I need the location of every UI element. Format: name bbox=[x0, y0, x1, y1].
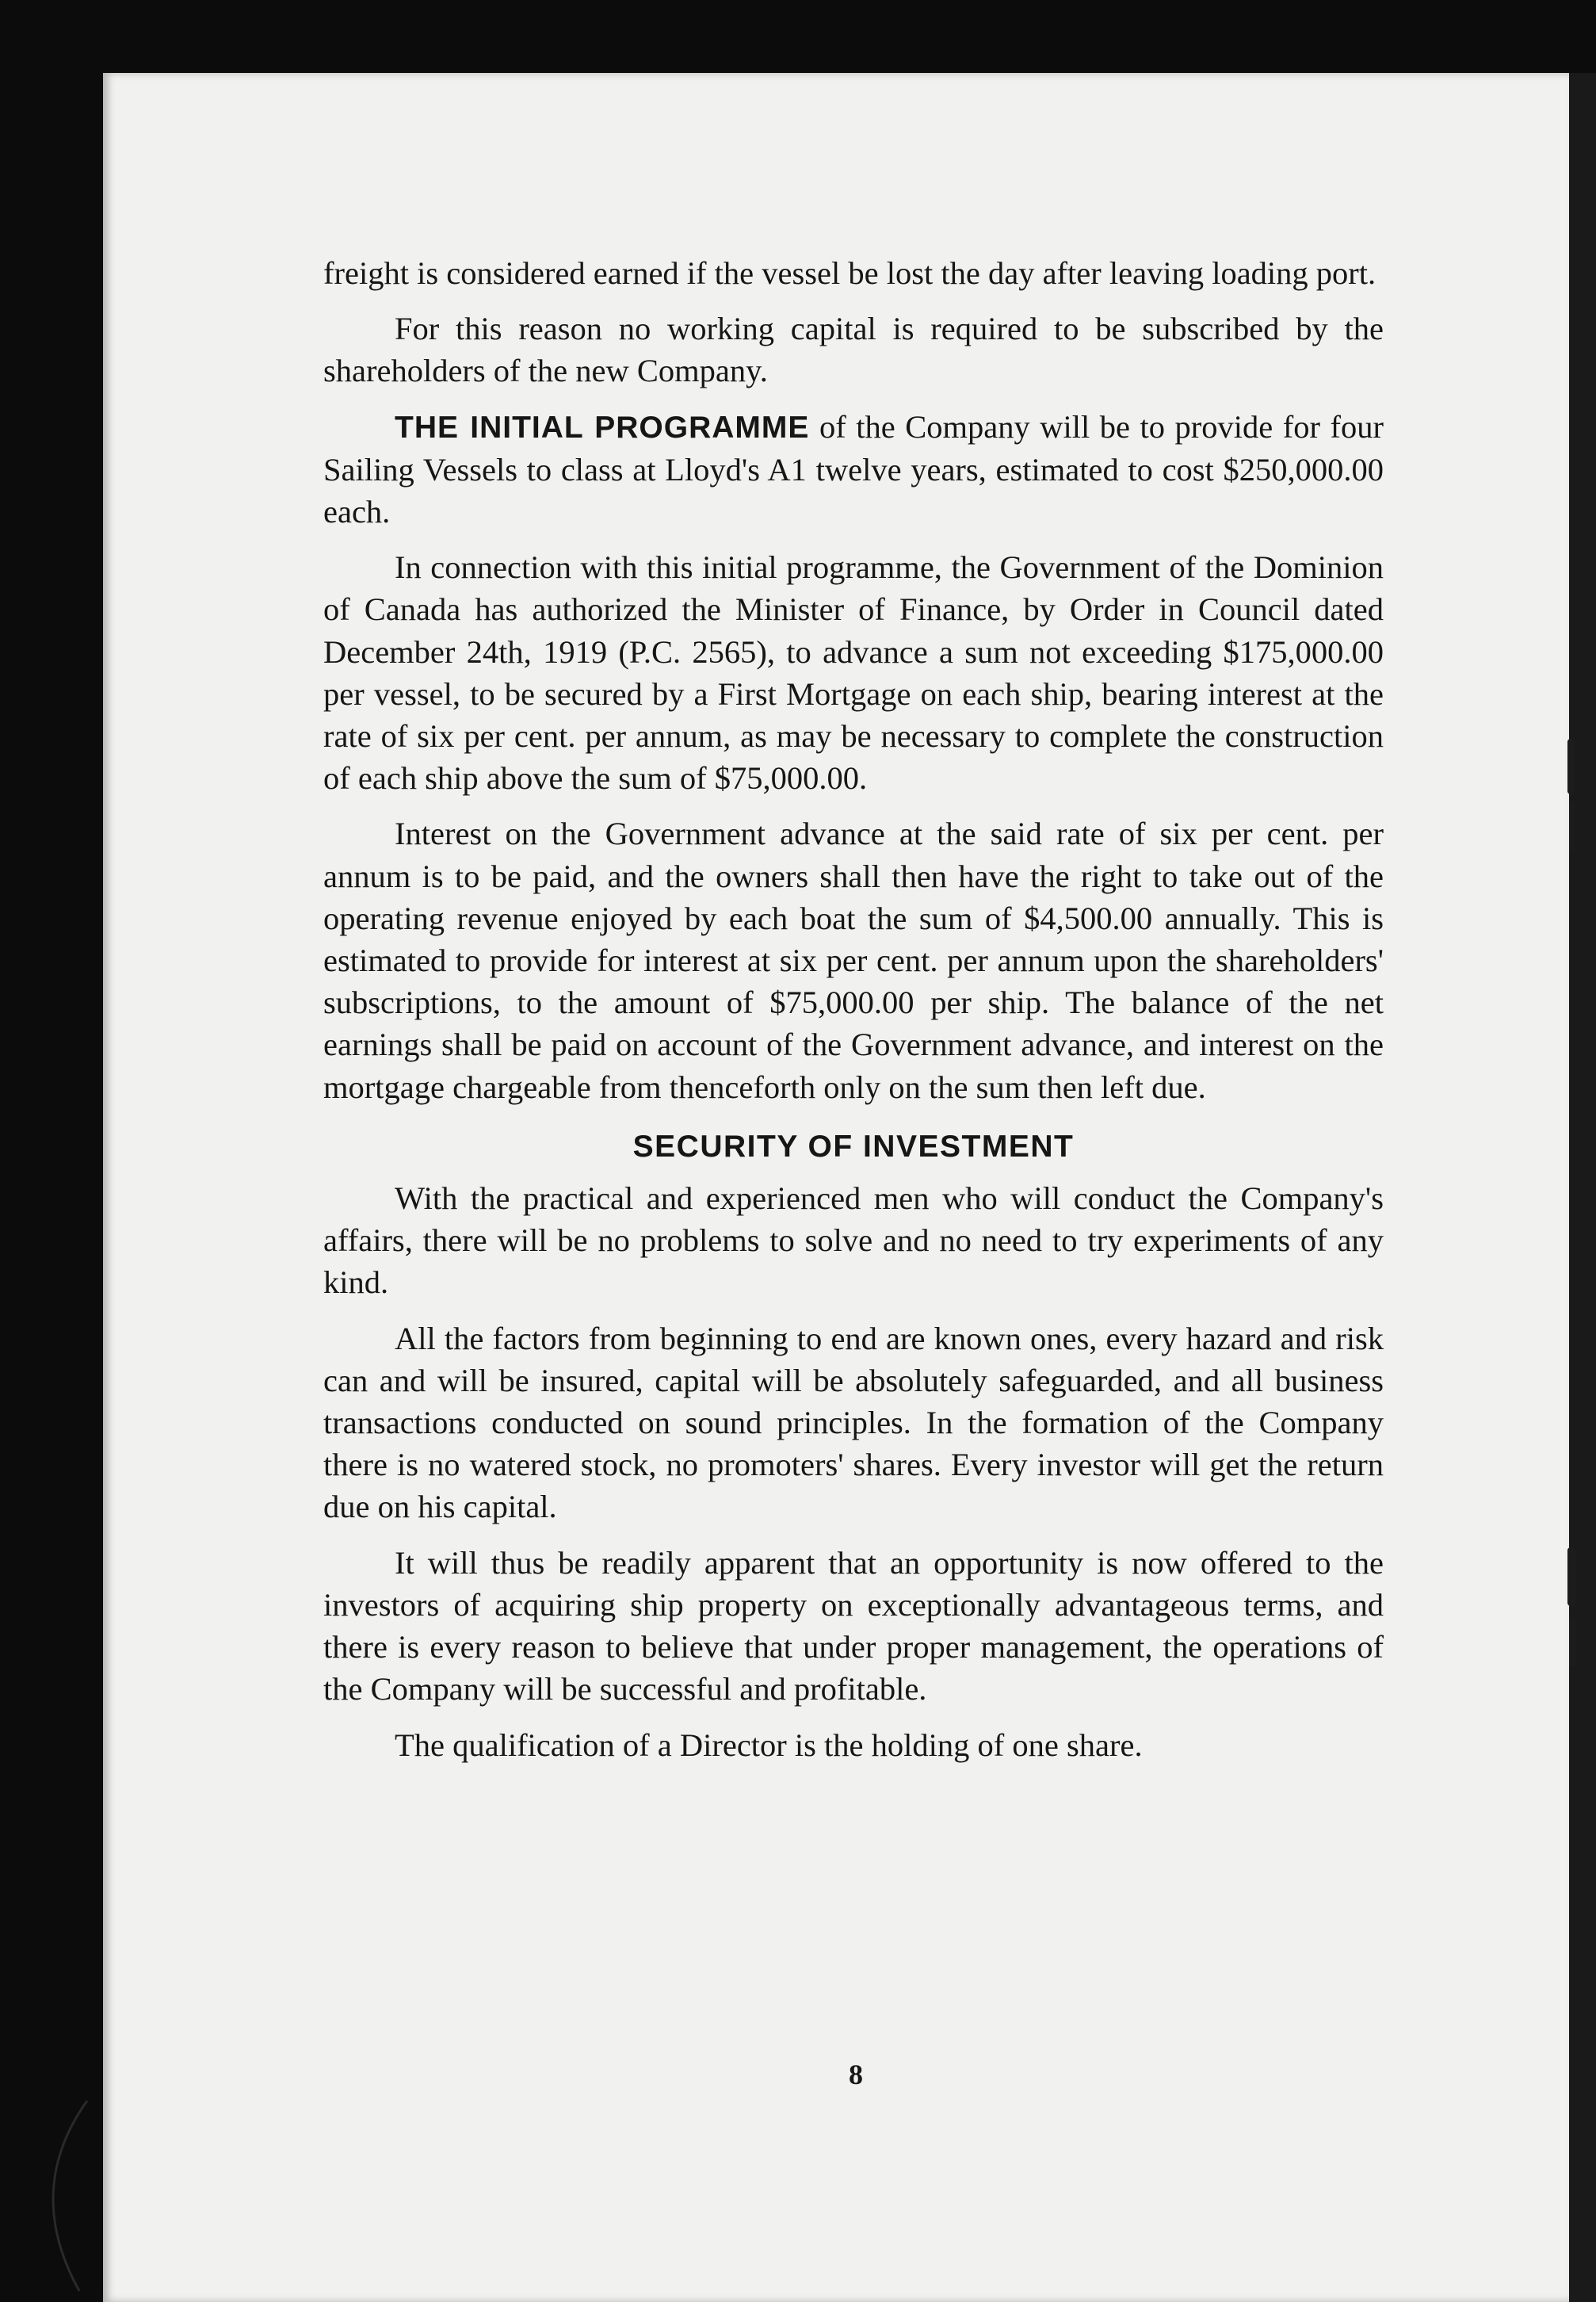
margin-mark bbox=[1569, 1619, 1576, 1666]
paragraph-text: The qualification of a Director is the holding of one share. bbox=[395, 1726, 1143, 1763]
paragraph bbox=[323, 406, 1384, 533]
paragraph bbox=[323, 1724, 1384, 1766]
paragraph-text: freight is considered earned if the vessel be lost the day after leaving loading port. bbox=[323, 255, 1376, 291]
paragraph-text: Interest on the Government advance at the said rate of six per cent. per annum is to be paid, and the owners shall then have the right to take out of the operating revenue enjoyed by each boat the sum of $4,500.00 annually. This is estimated to provide for interest at six per cent. per annum upon the shareholders' subscriptions, to the amount of $75,000.00 per ship. The balance of the net earnings shall be paid on account of the Government advance, and interest on the mortgage chargeable from thenceforth only on the sum then left due. bbox=[323, 816, 1384, 1105]
paragraph bbox=[323, 308, 1384, 392]
paragraph bbox=[323, 1317, 1384, 1528]
paragraph-lead: THE INITIAL PROGRAMME bbox=[395, 410, 810, 445]
paragraph bbox=[323, 813, 1384, 1107]
paragraph-text: In connection with this initial programme, the Government of the Dominion of Canada has authorized the Minister of Finance, by Order in Council dated December 24th, 1919 (P.C. 2565), to advance a sum not exceeding $175,000.00 per vessel, to be secured by a First Mortgage on each ship, bearing interest at the rate of six per cent. per annum, as may be necessary to complete the construction of each ship above the sum of $75,000.00. bbox=[323, 549, 1384, 797]
paragraph-text: For this reason no working capital is required to be subscribed by the shareholders of the new Company. bbox=[323, 311, 1384, 389]
paragraph bbox=[323, 1177, 1384, 1304]
paragraph-text: It will thus be readily apparent that an opportunity is now offered to the investors of acquiring ship property on exceptionally advantageous terms, and there is every reason to believe that under proper management, the operations of the Company will be successful and profitable. bbox=[323, 1544, 1384, 1707]
section-heading: SECURITY OF INVESTMENT bbox=[632, 1129, 1075, 1164]
paragraph bbox=[323, 546, 1384, 799]
page-number: 8 bbox=[849, 2059, 863, 2090]
document-body bbox=[323, 252, 1384, 1780]
paragraph-text: All the factors from beginning to end are known ones, every hazard and risk can and will be insured, capital will be absolutely safeguarded, and all business transactions conducted on sound principles. In the formation of the Company there is no watered stock, no promoters' shares. Every investor will get the return due on his capital. bbox=[323, 1320, 1384, 1525]
paragraph-text: With the practical and experienced men who will conduct the Company's affairs, there will be no problems to solve and no need to try experiments of any kind. bbox=[323, 1180, 1384, 1301]
margin-mark bbox=[1567, 739, 1575, 794]
margin-mark bbox=[1567, 1547, 1575, 1606]
margin-mark bbox=[1569, 801, 1575, 851]
page-edge-shadow bbox=[1569, 73, 1596, 2302]
paragraph bbox=[323, 1542, 1384, 1711]
paragraph-text: of the Company will be to provide for four Sailing Vessels to class at Lloyd's A1 twelve years, estimated to cost $250,000.00 each. bbox=[323, 408, 1384, 530]
page-fold-curve bbox=[32, 2093, 95, 2299]
paragraph bbox=[323, 252, 1384, 294]
